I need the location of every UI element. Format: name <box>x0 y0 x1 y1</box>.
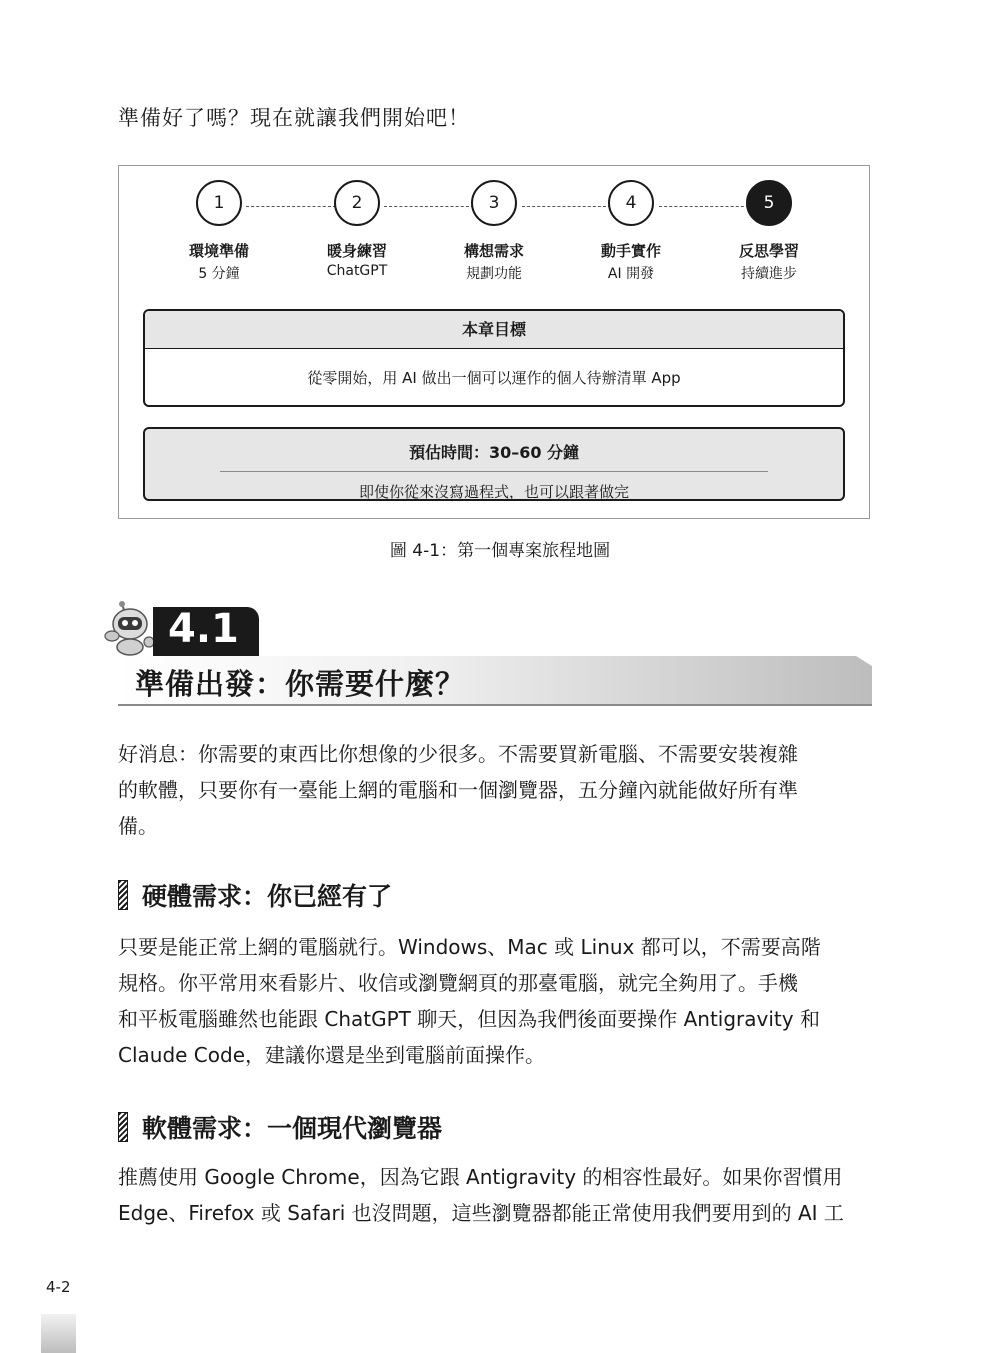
text-line: 規格。你平常用來看影片、收信或瀏覽網頁的那臺電腦，就完全夠用了。手機 <box>118 971 798 995</box>
step-subtitle: 規劃功能 <box>466 266 522 282</box>
text-line: Edge、Firefox 或 Safari 也沒問題，這些瀏覽器都能正常使用我們要用到的 AI 工 <box>118 1201 844 1225</box>
divider <box>220 471 768 472</box>
text-line: Claude Code，建議你還是坐到電腦前面操作。 <box>118 1043 546 1067</box>
step-title: 動手實作 <box>600 242 661 260</box>
step-number: 5 <box>746 180 792 226</box>
journey-map-figure <box>118 165 870 519</box>
step-subtitle: ChatGPT <box>326 263 388 279</box>
section-number: 4.1 <box>168 606 239 652</box>
step-4 <box>571 180 691 283</box>
section-underline <box>118 704 872 706</box>
step-number: 4 <box>608 180 654 226</box>
step-title: 環境準備 <box>188 242 249 260</box>
text-line: 好消息：你需要的東西比你想像的少很多。不需要買新電腦、不需要安裝複雜 <box>118 742 798 766</box>
page-number: 4-2 <box>46 1278 71 1296</box>
step-5 <box>709 180 829 283</box>
paragraph-hardware <box>118 929 872 1073</box>
step-number: 2 <box>334 180 380 226</box>
goal-title: 本章目標 <box>145 311 843 349</box>
step-number: 1 <box>196 180 242 226</box>
step-title: 反思學習 <box>738 242 799 260</box>
step-subtitle: 持續進步 <box>741 266 797 282</box>
text-line: 和平板電腦雖然也能跟 ChatGPT 聊天，但因為我們後面要操作 Antigravity 和 <box>118 1007 820 1031</box>
step-2 <box>297 180 417 279</box>
step-subtitle: 5 分鐘 <box>198 266 240 282</box>
step-1 <box>159 180 279 283</box>
step-number: 3 <box>471 180 517 226</box>
section-title: 準備出發：你需要什麼？ <box>135 667 466 701</box>
time-text: 即使你從來沒寫過程式，也可以跟著做完 <box>358 483 629 501</box>
step-title: 構想需求 <box>463 242 524 260</box>
estimated-time-box <box>143 427 845 501</box>
page-edge-tab <box>41 1314 76 1353</box>
chapter-goal-box <box>143 309 845 407</box>
subheading-hardware <box>118 877 392 913</box>
text-line: 的軟體，只要你有一臺能上網的電腦和一個瀏覽器，五分鐘內就能做好所有準 <box>118 778 798 802</box>
step-subtitle: AI 開發 <box>607 266 655 282</box>
text-line: 備。 <box>118 814 158 838</box>
step-title: 暖身練習 <box>326 242 387 260</box>
step-3 <box>434 180 554 283</box>
subheading-text: 硬體需求：你已經有了 <box>142 882 393 911</box>
goal-text: 從零開始，用 AI 做出一個可以運作的個人待辦清單 App <box>307 369 681 387</box>
intro-text: 準備好了嗎？現在就讓我們開始吧！ <box>118 106 470 130</box>
striped-marker-icon <box>118 1112 128 1142</box>
paragraph-intro <box>118 736 872 844</box>
paragraph-software <box>118 1159 872 1231</box>
striped-marker-icon <box>118 880 128 910</box>
time-title: 預估時間：30–60 分鐘 <box>408 443 580 462</box>
figure-caption: 圖 4-1：第一個專案旅程地圖 <box>389 541 611 561</box>
subheading-text: 軟體需求：一個現代瀏覽器 <box>142 1114 443 1143</box>
text-line: 推薦使用 Google Chrome，因為它跟 Antigravity 的相容性最好。如果你習慣用 <box>118 1165 843 1189</box>
subheading-software <box>118 1109 442 1145</box>
text-line: 只要是能正常上網的電腦就行。Windows、Mac 或 Linux 都可以，不需要高階 <box>118 935 821 959</box>
